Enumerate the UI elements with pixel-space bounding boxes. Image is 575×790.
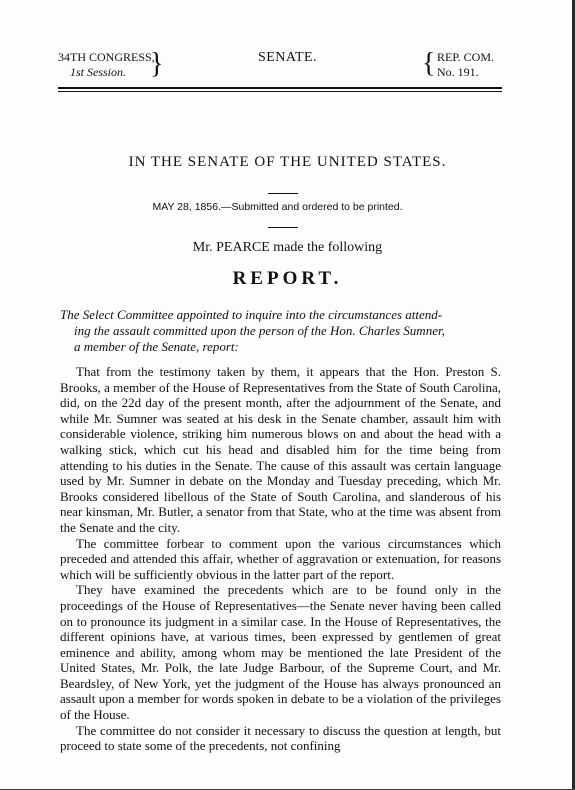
session-label: 1st Session. [70,65,127,79]
body-paragraph: The committee do not consider it necessary to discuss the question at length, but proceed to state some of the precedents, not confining [60,722,501,754]
intro-line: The Select Committee appointed to inquire into the circumstances attend- [60,307,443,322]
report-number: No. 191. [437,65,479,79]
document-title: IN THE SENATE OF THE UNITED STATES. [128,154,447,170]
report-number-label [437,50,494,80]
dateline: MAY 28, 1856.—Submitted and ordered to be printed. [152,201,403,213]
report-body [60,364,501,754]
body-paragraph: They have examined the precedents which are to be found only in the proceedings of the House of Representatives—the Senate never having been called on to pronounce its judgment in a similar case. In the House of Representatives, the different opinions have, at various times, been expressed by gentlemen of great eminence and ability, among whom may be mentioned the late President of the United States, Mr. Polk, the late Judge Barbour, of the Supreme Court, and Mr. Beardsley, of New York, yet the judgment of the House has always pronounced an assault upon a member for words spoken in debate to be a violation of the privileges of the House. [60,582,501,723]
report-heading: REPORT. [232,268,343,289]
intro-line: ing the assault committed upon the person of the Hon. Charles Sumner, [74,323,445,338]
intro-line: a member of the Senate, report: [74,339,239,354]
header-rule-thin [58,91,502,92]
right-brace: { [422,48,436,79]
made-by-line: Mr. PEARCE made the following [192,240,383,255]
chamber-label: SENATE. [257,50,318,65]
body-paragraph: The committee forbear to comment upon the various circumstances which preceded and attended this affair, whether of aggravation or extenuation, for reasons which will be sufficiently obvious in the latter part of the report. [60,535,501,582]
congress-label: 34TH CONGRESS, [58,50,155,64]
committee-intro [60,307,500,355]
header-rule-thick [58,87,502,89]
title-rule [268,193,298,194]
dateline-rule [268,227,298,228]
left-brace: } [150,47,164,80]
report-committee-label: REP. COM. [437,50,495,64]
body-paragraph: That from the testimony taken by them, it appears that the Hon. Preston S. Brooks, a member of the House of Representatives from the State of South Carolina, did, on the 22d day of the present month, after the adjournment of the Senate, and while Mr. Sumner was seated at his desk in the Senate chamber, assault him with considerable violence, striking him numerous blows on and about the head with a walking stick, which cut his head and disabled him for the time being from attending to his duties in the Senate. The cause of this assault was certain language used by Mr. Sumner in debate on the Monday and Tuesday preceding, which Mr. Brooks considered libellous of the State of South Carolina, and slanderous of his near kinsman, Mr. Butler, a senator from that State, who at the time was absent from the Senate and the city. [60,364,501,535]
